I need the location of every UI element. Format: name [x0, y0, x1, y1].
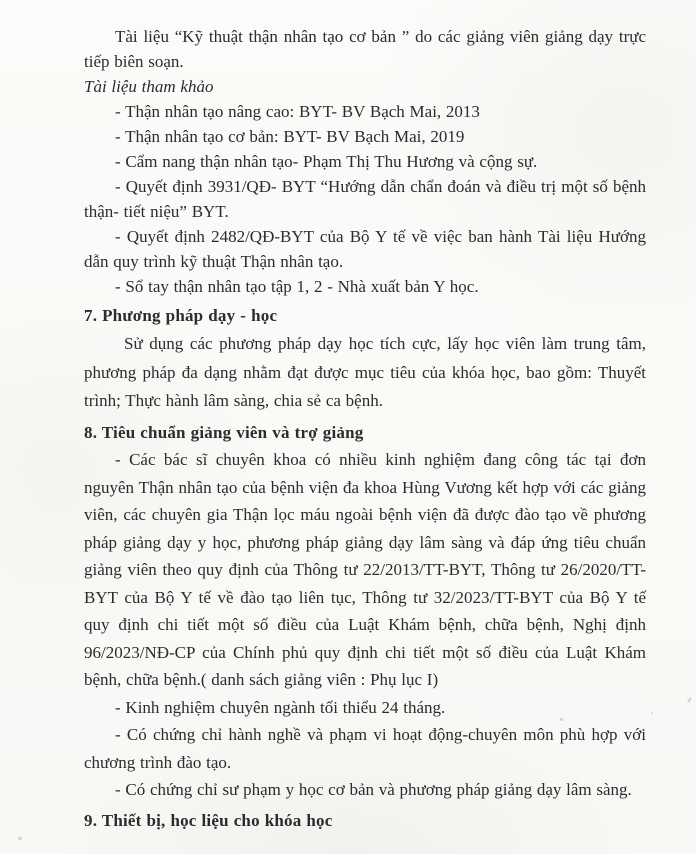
references-heading: Tài liệu tham khảo [84, 77, 214, 96]
document-body [84, 24, 646, 835]
reference-item: - Thận nhân tạo cơ bản: BYT- BV Bạch Mai, 2019 [115, 127, 465, 146]
reference-item: - Thận nhân tạo nâng cao: BYT- BV Bạch Mai, 2013 [115, 102, 480, 121]
reference-item: - Quyết định 2482/QĐ-BYT của Bộ Y tế về việc ban hành Tài liệu Hướng dẫn quy trình kỹ thuật Thận nhân tạo. [84, 227, 646, 271]
section-8-paragraph: - Có chứng chỉ sư phạm y học cơ bản và phương pháp giảng dạy lâm sàng. [115, 780, 632, 799]
scan-speck [687, 697, 693, 704]
scan-speck [18, 836, 23, 840]
section-9-heading: 9. Thiết bị, học liệu cho khóa học [84, 810, 333, 830]
intro-paragraph: Tài liệu “Kỹ thuật thận nhân tạo cơ bản ” do các giảng viên giảng dạy trực tiếp biên soạn. [84, 27, 646, 71]
section-8-paragraph: - Kinh nghiệm chuyên ngành tối thiểu 24 tháng. [115, 697, 446, 717]
section-8-paragraph: - Các bác sĩ chuyên khoa có nhiều kinh nghiệm đang công tác tại đơn nguyên Thận nhân tạo của bệnh viện đa khoa Hùng Vương kết hợp với các giảng viên, các chuyên gia Thận lọc máu ngoài bệnh viện đã được đào tạo về phương pháp giảng dạy y học, phương pháp giảng dạy lâm sàng và đáp ứng tiêu chuẩn giảng viên theo quy định của Thông tư 22/2013/TT-BYT, Thông tư 26/2020/TT-BYT của Bộ Y tế về đào tạo liên tục, Thông tư 32/2023/TT-BYT của Bộ Y tế quy định chi tiết một số điều của Luật Khám bệnh, chữa bệnh, Nghị định 96/2023/NĐ-CP của Chính phủ quy định chi tiết một số điều của Luật Khám bệnh, chữa bệnh.( danh sách giảng viên : Phụ lục I) [84, 450, 646, 689]
scan-speck [560, 718, 563, 721]
reference-item: - Quyết định 3931/QĐ- BYT “Hướng dẫn chẩn đoán và điều trị một số bệnh thận- tiết niệu” BYT. [84, 177, 646, 221]
reference-item: - Cẩm nang thận nhân tạo- Phạm Thị Thu Hương và cộng sự. [115, 152, 538, 171]
section-7-body: Sử dụng các phương pháp dạy học tích cực, lấy học viên làm trung tâm, phương pháp đa dạng nhằm đạt được mục tiêu của khóa học, bao gồm: Thuyết trình; Thực hành lâm sàng, chia sẻ ca bệnh. [84, 334, 646, 410]
reference-item: - Sổ tay thận nhân tạo tập 1, 2 - Nhà xuất bản Y học. [115, 277, 479, 296]
section-8-paragraph: - Có chứng chỉ hành nghề và phạm vi hoạt động-chuyên môn phù hợp với chương trình đào tạo. [84, 725, 646, 772]
scan-speck [651, 712, 653, 714]
section-7-heading: 7. Phương pháp dạy - học [84, 306, 278, 325]
section-8-heading: 8. Tiêu chuẩn giảng viên và trợ giảng [84, 422, 364, 442]
section-8 [84, 419, 646, 804]
